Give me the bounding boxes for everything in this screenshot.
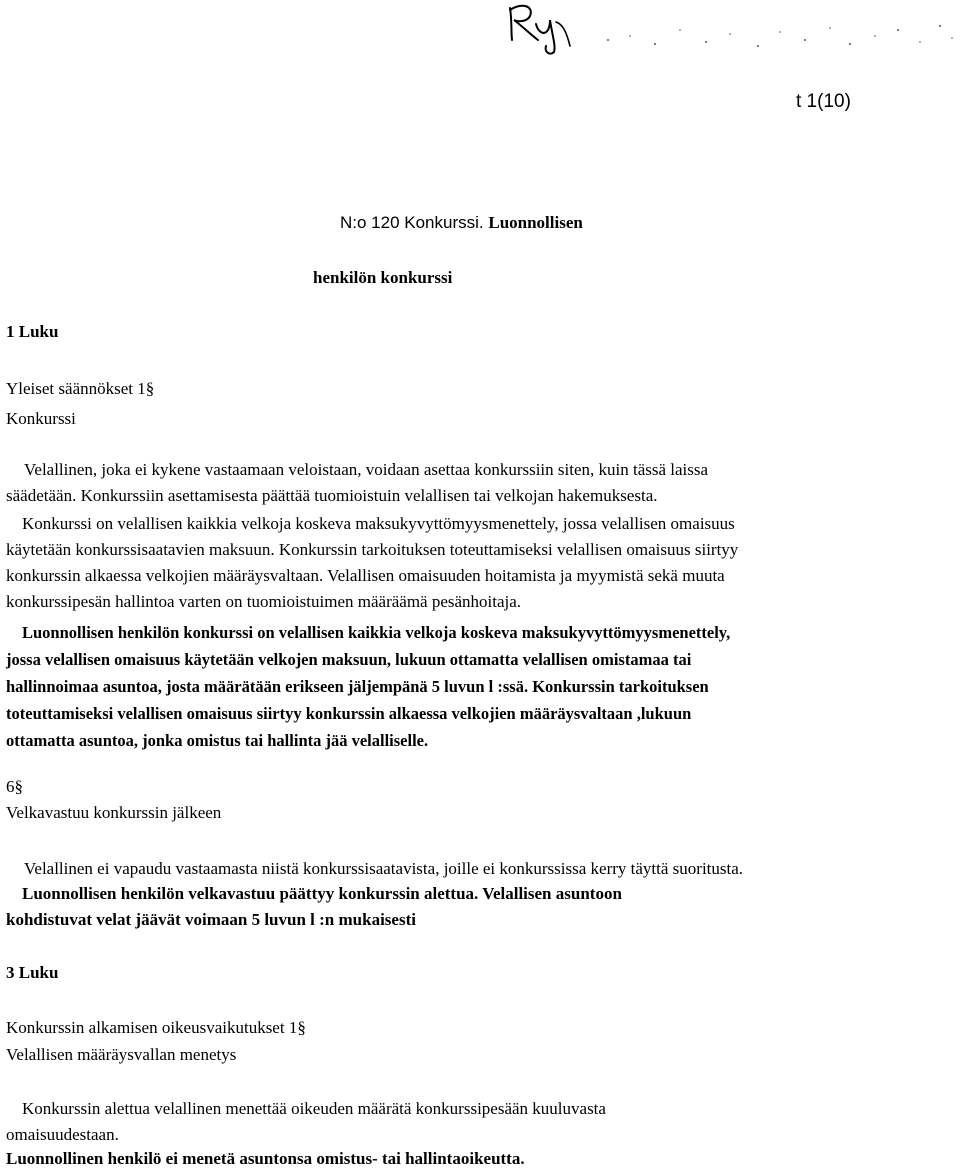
page-number: t 1(10) [796,91,851,112]
text-line: Velallinen, joka ei kykene vastaamaan veloistaan, voidaan asettaa konkurssiin siten, kuin tässä laissa [24,460,709,479]
text-line: Velallinen ei vapaudu vastaamasta niistä konkurssisaatavista, joille ei konkurssissa kerry täyttä suoritusta. [24,859,744,878]
text-line: jossa velallisen omaisuus käytetään velkojen maksuun, lukuun ottamatta velallisen omistamaa tai [6,650,692,669]
text-line: ottamatta asuntoa, jonka omistus tai hallinta jää velalliselle. [6,731,429,750]
chapter-1-paragraph-3 [6,619,951,754]
text-line: säädetään. Konkurssiin asettamisesta päättää tuomioistuin velallisen tai velkojan hakemuksesta. [6,486,658,505]
chapter-3-paragraph-2 [6,1146,951,1172]
section-sign: § [14,777,23,796]
text-line: Luonnollinen henkilö ei menetä asuntonsa omistus- tai hallintaoikeutta. [6,1149,525,1168]
text-line: konkurssipesän hallintoa varten on tuomioistuimen määräämä pesänhoitaja. [6,592,522,611]
section-sign: § [145,379,155,398]
text-line: Konkurssin alettua velallinen menettää oikeuden määrätä konkurssipesään kuuluvasta [22,1099,606,1118]
text-line: Luonnollisen henkilön konkurssi on velallisen kaikkia velkoja koskeva maksukyvyttömyysmenettely, [22,623,731,642]
chapter-3-heading: 3 Luku [6,963,59,982]
text-line: Luonnollisen henkilön velkavastuu päättyy konkurssin alettua. Velallisen asuntoon [22,884,622,903]
section-1-heading [6,376,154,402]
handwritten-signature [500,0,590,56]
section-6-title: Velkavastuu konkurssin jälkeen [6,803,222,822]
section-1-title: Konkurssi [6,409,76,428]
document-title-line1 [340,210,583,236]
text-line: omaisuudestaan. [6,1125,119,1144]
chapter-1-paragraph-2 [6,511,951,615]
section-3-1-heading [6,1015,306,1041]
section-3-1-heading-text: Konkurssin alkamisen oikeusvaikutukset 1 [6,1018,298,1037]
text-line: hallinnoimaa asuntoa, josta määrätään erikseen jäljempänä 5 luvun l :ssä. Konkurssin tarkoituksen [6,677,709,696]
scan-noise [600,0,960,60]
section-6-paragraph-2 [6,881,951,933]
section-sign: § [297,1018,306,1037]
section-6-heading [6,774,23,800]
chapter-1-paragraph-1 [6,457,951,509]
title-normal: N:o 120 Konkurssi. [340,213,489,232]
chapter-1-heading: 1 Luku [6,322,59,341]
document-title-line2: henkilön konkurssi [313,268,453,287]
text-line: käytetään konkurssisaatavien maksuun. Konkurssin tarkoituksen toteuttamiseksi velallisen omaisuus siirtyy [6,540,739,559]
section-6-number: 6 [6,777,15,796]
text-line: kohdistuvat velat jäävät voimaan 5 luvun l :n mukaisesti [6,910,416,929]
text-line: Konkurssi on velallisen kaikkia velkoja koskeva maksukyvyttömyysmenettely, jossa velallisen omaisuus [22,514,735,533]
chapter-3-paragraph-1 [6,1096,951,1148]
text-line: toteuttamiseksi velallisen omaisuus siirtyy konkurssin alkaessa velkojien määräysvaltaan ,lukuun [6,704,692,723]
section-1-heading-text: Yleiset säännökset 1 [6,379,146,398]
section-6-paragraph-1 [6,856,951,882]
title-bold: Luonnollisen [488,213,583,232]
text-line: konkurssin alkaessa velkojien määräysvaltaan. Velallisen omaisuuden hoitamista ja myymistä sekä muuta [6,566,725,585]
section-3-1-title: Velallisen määräysvallan menetys [6,1045,237,1064]
